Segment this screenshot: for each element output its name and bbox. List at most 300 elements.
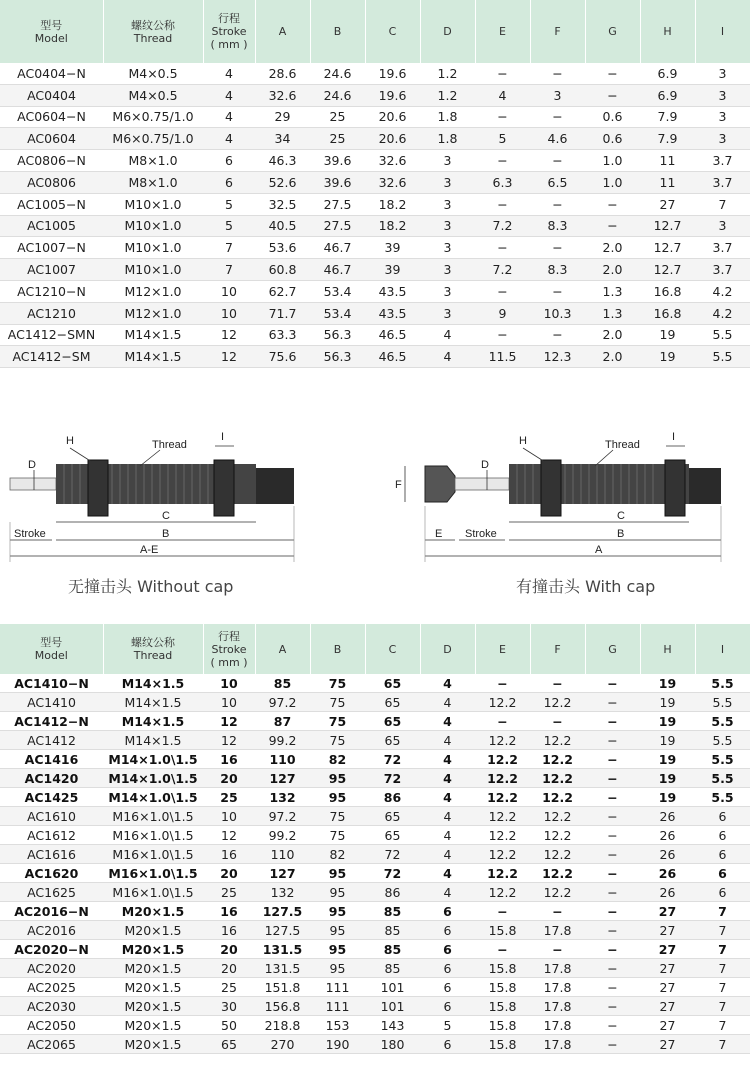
table-cell: 27 xyxy=(640,997,695,1016)
table-cell: 39 xyxy=(365,237,420,259)
table-cell: M16×1.0\1.5 xyxy=(103,826,203,845)
cell-model: AC1416 xyxy=(0,750,103,769)
table-cell: 4.2 xyxy=(695,280,750,302)
table-cell: M4×0.5 xyxy=(103,63,203,84)
table-cell: 72 xyxy=(365,769,420,788)
table-cell: 3.7 xyxy=(695,237,750,259)
table-cell: 3 xyxy=(695,215,750,237)
cell-model: AC2050 xyxy=(0,1016,103,1035)
header-d: D xyxy=(420,0,475,63)
table-cell: 11 xyxy=(640,150,695,172)
table-cell: − xyxy=(475,106,530,128)
table-cell: − xyxy=(475,940,530,959)
table-cell: 25 xyxy=(310,106,365,128)
table-cell: 50 xyxy=(203,1016,255,1035)
table-cell: M6×0.75/1.0 xyxy=(103,106,203,128)
table-cell: 71.7 xyxy=(255,302,310,324)
table-cell: 7.9 xyxy=(640,106,695,128)
table-row xyxy=(0,280,750,302)
header-model: 型号 Model xyxy=(0,0,103,63)
table-cell: 75 xyxy=(310,807,365,826)
label-e: E xyxy=(435,528,443,540)
table-cell: 95 xyxy=(310,921,365,940)
table-cell: M20×1.5 xyxy=(103,1016,203,1035)
table-cell: − xyxy=(585,215,640,237)
table-row xyxy=(0,346,750,368)
header-thread: 螺纹公称 Thread xyxy=(103,624,203,674)
table-cell: − xyxy=(585,1035,640,1054)
threaded-body xyxy=(509,464,689,504)
table-cell: 6 xyxy=(695,864,750,883)
cell-model: AC1005−N xyxy=(0,193,103,215)
table-cell: 39.6 xyxy=(310,150,365,172)
label-thread: Thread xyxy=(605,439,640,451)
cell-model: AC1007 xyxy=(0,259,103,281)
table-cell: 5.5 xyxy=(695,769,750,788)
table-cell: 3.7 xyxy=(695,171,750,193)
table-cell: 19.6 xyxy=(365,63,420,84)
table-cell: 95 xyxy=(310,788,365,807)
table-cell: 2.0 xyxy=(585,346,640,368)
table-cell: 4 xyxy=(420,731,475,750)
plunger-rod xyxy=(455,478,509,490)
table-cell: − xyxy=(585,769,640,788)
table-cell: 12.2 xyxy=(530,845,585,864)
table-cell: 110 xyxy=(255,845,310,864)
table-cell: − xyxy=(530,674,585,693)
table-cell: 12 xyxy=(203,324,255,346)
table-cell: 27.5 xyxy=(310,193,365,215)
table-cell: − xyxy=(585,807,640,826)
table-cell: M14×1.0\1.5 xyxy=(103,769,203,788)
table-row xyxy=(0,902,750,921)
table-cell: M20×1.5 xyxy=(103,959,203,978)
table-cell: 3.7 xyxy=(695,150,750,172)
table-cell: 5.5 xyxy=(695,324,750,346)
table-cell: 3.7 xyxy=(695,259,750,281)
table-cell: 17.8 xyxy=(530,1016,585,1035)
table-cell: 1.3 xyxy=(585,302,640,324)
table-cell: 12.2 xyxy=(475,864,530,883)
nut-i xyxy=(665,460,685,516)
table-row xyxy=(0,693,750,712)
table-cell: 27 xyxy=(640,1016,695,1035)
table-cell: − xyxy=(585,674,640,693)
table-cell: M14×1.5 xyxy=(103,324,203,346)
table-cell: 19 xyxy=(640,346,695,368)
table-cell: 3 xyxy=(420,171,475,193)
table-cell: 7.2 xyxy=(475,259,530,281)
table-cell: − xyxy=(585,921,640,940)
cell-model: AC1420 xyxy=(0,769,103,788)
cell-model: AC1210 xyxy=(0,302,103,324)
table-cell: M14×1.0\1.5 xyxy=(103,750,203,769)
table-cell: 1.2 xyxy=(420,63,475,84)
header-g: G xyxy=(585,624,640,674)
table-cell: 0.6 xyxy=(585,106,640,128)
table-cell: 15.8 xyxy=(475,959,530,978)
table-cell: 20 xyxy=(203,864,255,883)
table-cell: 6 xyxy=(420,902,475,921)
table-cell: 25 xyxy=(203,788,255,807)
table-cell: − xyxy=(475,902,530,921)
label-i: I xyxy=(221,431,225,443)
table-cell: M12×1.0 xyxy=(103,302,203,324)
label-d: D xyxy=(28,459,36,471)
table-cell: M8×1.0 xyxy=(103,150,203,172)
cell-model: AC2016−N xyxy=(0,902,103,921)
table-row xyxy=(0,826,750,845)
table-header-row xyxy=(0,0,750,63)
table-cell: − xyxy=(475,324,530,346)
table-cell: 10 xyxy=(203,807,255,826)
table-cell: 180 xyxy=(365,1035,420,1054)
table-cell: 6.9 xyxy=(640,63,695,84)
table-cell: M20×1.5 xyxy=(103,940,203,959)
table-cell: 10.3 xyxy=(530,302,585,324)
table-cell: 25 xyxy=(203,883,255,902)
table-cell: 5.5 xyxy=(695,346,750,368)
table-cell: 27.5 xyxy=(310,215,365,237)
table-cell: − xyxy=(585,997,640,1016)
table-row xyxy=(0,128,750,150)
table-cell: 85 xyxy=(365,921,420,940)
table-cell: 62.7 xyxy=(255,280,310,302)
cell-model: AC1412−SMN xyxy=(0,324,103,346)
cell-model: AC1425 xyxy=(0,788,103,807)
table-cell: 12.2 xyxy=(530,750,585,769)
table-cell: 7 xyxy=(203,237,255,259)
table-cell: 75 xyxy=(310,712,365,731)
table-row xyxy=(0,302,750,324)
table-cell: 1.0 xyxy=(585,171,640,193)
table-cell: 52.6 xyxy=(255,171,310,193)
table-cell: 7 xyxy=(203,259,255,281)
table-cell: − xyxy=(530,280,585,302)
table-cell: 46.3 xyxy=(255,150,310,172)
table-cell: 19 xyxy=(640,674,695,693)
header-stroke: 行程 Stroke ( mm ) xyxy=(203,0,255,63)
cell-model: AC1007−N xyxy=(0,237,103,259)
label-stroke: Stroke xyxy=(14,528,46,540)
table-row xyxy=(0,1035,750,1054)
table-cell: 127.5 xyxy=(255,921,310,940)
table-cell: 0.6 xyxy=(585,128,640,150)
table-cell: − xyxy=(585,788,640,807)
table-cell: 19 xyxy=(640,769,695,788)
table-cell: 65 xyxy=(365,674,420,693)
cell-model: AC1410 xyxy=(0,693,103,712)
header-c: C xyxy=(365,624,420,674)
table-cell: − xyxy=(530,237,585,259)
table-cell: 5.5 xyxy=(695,750,750,769)
table-cell: − xyxy=(475,674,530,693)
table-cell: − xyxy=(530,324,585,346)
table-cell: 6 xyxy=(203,150,255,172)
table-cell: 4 xyxy=(420,807,475,826)
table-row xyxy=(0,237,750,259)
table-cell: 75 xyxy=(310,731,365,750)
table-cell: 12.2 xyxy=(530,883,585,902)
table-row xyxy=(0,63,750,84)
table-cell: 132 xyxy=(255,788,310,807)
table-row xyxy=(0,959,750,978)
table-cell: 75 xyxy=(310,674,365,693)
table-cell: 46.7 xyxy=(310,259,365,281)
table-cell: 72 xyxy=(365,864,420,883)
diagram-without-cap xyxy=(0,422,330,572)
table-cell: 7 xyxy=(695,978,750,997)
table-body xyxy=(0,674,750,1054)
table-cell: 3 xyxy=(420,302,475,324)
table-cell: 143 xyxy=(365,1016,420,1035)
table-row xyxy=(0,807,750,826)
table-cell: 12 xyxy=(203,731,255,750)
table-cell: 12.2 xyxy=(475,788,530,807)
table-row xyxy=(0,712,750,731)
table-cell: 151.8 xyxy=(255,978,310,997)
table-cell: M14×1.0\1.5 xyxy=(103,788,203,807)
header-a: A xyxy=(255,0,310,63)
table-cell: 18.2 xyxy=(365,193,420,215)
table-cell: − xyxy=(475,63,530,84)
table-cell: 4 xyxy=(203,106,255,128)
table-cell: − xyxy=(585,902,640,921)
table-cell: 26 xyxy=(640,883,695,902)
table-cell: 5 xyxy=(203,193,255,215)
table-cell: 32.6 xyxy=(365,171,420,193)
table-cell: 12.2 xyxy=(530,826,585,845)
table-cell: 95 xyxy=(310,883,365,902)
table-cell: 4 xyxy=(203,128,255,150)
table-cell: 60.8 xyxy=(255,259,310,281)
table-cell: 12.2 xyxy=(475,807,530,826)
table-cell: − xyxy=(585,193,640,215)
table-cell: 7 xyxy=(695,959,750,978)
table-cell: 17.8 xyxy=(530,959,585,978)
label-i: I xyxy=(672,431,676,443)
table-cell: 12.2 xyxy=(475,731,530,750)
label-a: A xyxy=(595,544,603,556)
label-thread: Thread xyxy=(152,439,187,451)
table-cell: 2.0 xyxy=(585,259,640,281)
header-i: I xyxy=(695,0,750,63)
header-b: B xyxy=(310,624,365,674)
table-cell: − xyxy=(585,959,640,978)
label-b: B xyxy=(617,528,625,540)
table-cell: 8.3 xyxy=(530,215,585,237)
table-cell: M4×0.5 xyxy=(103,84,203,106)
table-cell: M16×1.0\1.5 xyxy=(103,883,203,902)
header-h: H xyxy=(640,0,695,63)
table-cell: 16 xyxy=(203,902,255,921)
table-cell: 3 xyxy=(695,128,750,150)
table-cell: 72 xyxy=(365,750,420,769)
header-b: B xyxy=(310,0,365,63)
table-cell: 95 xyxy=(310,769,365,788)
table-cell: 95 xyxy=(310,959,365,978)
header-d: D xyxy=(420,624,475,674)
table-cell: − xyxy=(475,280,530,302)
cell-model: AC1005 xyxy=(0,215,103,237)
table-cell: 87 xyxy=(255,712,310,731)
table-cell: 99.2 xyxy=(255,826,310,845)
table-cell: 270 xyxy=(255,1035,310,1054)
table-cell: 39.6 xyxy=(310,171,365,193)
table-cell: 190 xyxy=(310,1035,365,1054)
label-h: H xyxy=(66,435,74,447)
cell-model: AC1620 xyxy=(0,864,103,883)
table-cell: 6 xyxy=(420,921,475,940)
table-cell: 6 xyxy=(420,959,475,978)
table-cell: 19 xyxy=(640,788,695,807)
table-cell: M20×1.5 xyxy=(103,902,203,921)
table-cell: 82 xyxy=(310,750,365,769)
caption-without-cap: 无撞击头 Without cap xyxy=(68,577,234,596)
table-cell: 15.8 xyxy=(475,978,530,997)
table-cell: M14×1.5 xyxy=(103,712,203,731)
table-cell: M20×1.5 xyxy=(103,997,203,1016)
table-cell: 86 xyxy=(365,788,420,807)
table-row xyxy=(0,259,750,281)
table-cell: 4 xyxy=(420,693,475,712)
table-cell: 6 xyxy=(695,807,750,826)
table-cell: 15.8 xyxy=(475,997,530,1016)
table-cell: 6.5 xyxy=(530,171,585,193)
table-cell: − xyxy=(585,864,640,883)
table-cell: 15.8 xyxy=(475,1016,530,1035)
table-cell: 32.6 xyxy=(365,150,420,172)
impact-cap xyxy=(425,466,455,502)
header-e: E xyxy=(475,0,530,63)
table-cell: − xyxy=(585,826,640,845)
nut-h xyxy=(541,460,561,516)
table-cell: 12.2 xyxy=(475,883,530,902)
table-cell: 24.6 xyxy=(310,84,365,106)
cell-model: AC1412−SM xyxy=(0,346,103,368)
table-cell: 4 xyxy=(420,826,475,845)
cell-model: AC2025 xyxy=(0,978,103,997)
table-cell: 16 xyxy=(203,750,255,769)
table-cell: 8.3 xyxy=(530,259,585,281)
table-cell: − xyxy=(530,902,585,921)
table-cell: 85 xyxy=(365,940,420,959)
table-cell: − xyxy=(530,63,585,84)
table-cell: M14×1.5 xyxy=(103,346,203,368)
table-cell: 12 xyxy=(203,712,255,731)
table-cell: 95 xyxy=(310,940,365,959)
table-cell: 156.8 xyxy=(255,997,310,1016)
table-cell: 20 xyxy=(203,959,255,978)
table-cell: 16.8 xyxy=(640,280,695,302)
nut-i xyxy=(214,460,234,516)
table-cell: 111 xyxy=(310,978,365,997)
header-h: H xyxy=(640,624,695,674)
table-row xyxy=(0,769,750,788)
table-cell: 16 xyxy=(203,845,255,864)
table-cell: 24.6 xyxy=(310,63,365,84)
table-cell: 5.5 xyxy=(695,712,750,731)
table-cell: 3 xyxy=(420,280,475,302)
table-cell: 6 xyxy=(420,940,475,959)
table-cell: M20×1.5 xyxy=(103,978,203,997)
cell-model: AC2020−N xyxy=(0,940,103,959)
table-cell: 10 xyxy=(203,674,255,693)
label-f: F xyxy=(395,479,402,491)
table-cell: 82 xyxy=(310,845,365,864)
table-cell: 132 xyxy=(255,883,310,902)
cell-model: AC2020 xyxy=(0,959,103,978)
caption-with-cap: 有撞击头 With cap xyxy=(516,577,656,596)
cell-model: AC1610 xyxy=(0,807,103,826)
table-cell: 20.6 xyxy=(365,106,420,128)
table-cell: 6.9 xyxy=(640,84,695,106)
table-cell: 1.8 xyxy=(420,128,475,150)
table-cell: 17.8 xyxy=(530,978,585,997)
table-cell: 15.8 xyxy=(475,921,530,940)
table-cell: 12.2 xyxy=(475,826,530,845)
table-cell: − xyxy=(530,940,585,959)
table-cell: 20 xyxy=(203,769,255,788)
table-cell: 218.8 xyxy=(255,1016,310,1035)
table-cell: 5 xyxy=(203,215,255,237)
table-cell: 26 xyxy=(640,845,695,864)
table-cell: M10×1.0 xyxy=(103,193,203,215)
table-cell: 7.9 xyxy=(640,128,695,150)
table-cell: 7 xyxy=(695,902,750,921)
table-cell: M14×1.5 xyxy=(103,731,203,750)
table-cell: − xyxy=(585,731,640,750)
table-cell: 97.2 xyxy=(255,807,310,826)
table-cell: M10×1.0 xyxy=(103,215,203,237)
table-cell: − xyxy=(585,693,640,712)
table-cell: 75 xyxy=(310,826,365,845)
cell-model: AC1410−N xyxy=(0,674,103,693)
table-cell: 26 xyxy=(640,826,695,845)
table-cell: − xyxy=(585,1016,640,1035)
header-thread: 螺纹公称 Thread xyxy=(103,0,203,63)
table-row xyxy=(0,845,750,864)
table-cell: 4 xyxy=(420,864,475,883)
table-cell: 25 xyxy=(310,128,365,150)
label-ae: A-E xyxy=(140,544,159,556)
table-cell: 4 xyxy=(420,883,475,902)
table-cell: 43.5 xyxy=(365,280,420,302)
table-cell: − xyxy=(585,750,640,769)
cell-model: AC0806−N xyxy=(0,150,103,172)
header-c: C xyxy=(365,0,420,63)
table-cell: 53.4 xyxy=(310,280,365,302)
table-cell: 19 xyxy=(640,324,695,346)
table-cell: 12.2 xyxy=(530,731,585,750)
table-cell: 27 xyxy=(640,1035,695,1054)
table-cell: 7 xyxy=(695,1035,750,1054)
table-cell: 7 xyxy=(695,940,750,959)
table-cell: 86 xyxy=(365,883,420,902)
cell-model: AC0604 xyxy=(0,128,103,150)
table-cell: 4 xyxy=(475,84,530,106)
table-cell: − xyxy=(475,237,530,259)
table-cell: 4 xyxy=(203,84,255,106)
label-stroke: Stroke xyxy=(465,528,497,540)
table-cell: 17.8 xyxy=(530,921,585,940)
table-cell: 101 xyxy=(365,997,420,1016)
table-cell: 12.2 xyxy=(530,864,585,883)
table-cell: 5.5 xyxy=(695,788,750,807)
label-c: C xyxy=(617,510,625,522)
cell-model: AC2065 xyxy=(0,1035,103,1054)
table-cell: M14×1.5 xyxy=(103,674,203,693)
